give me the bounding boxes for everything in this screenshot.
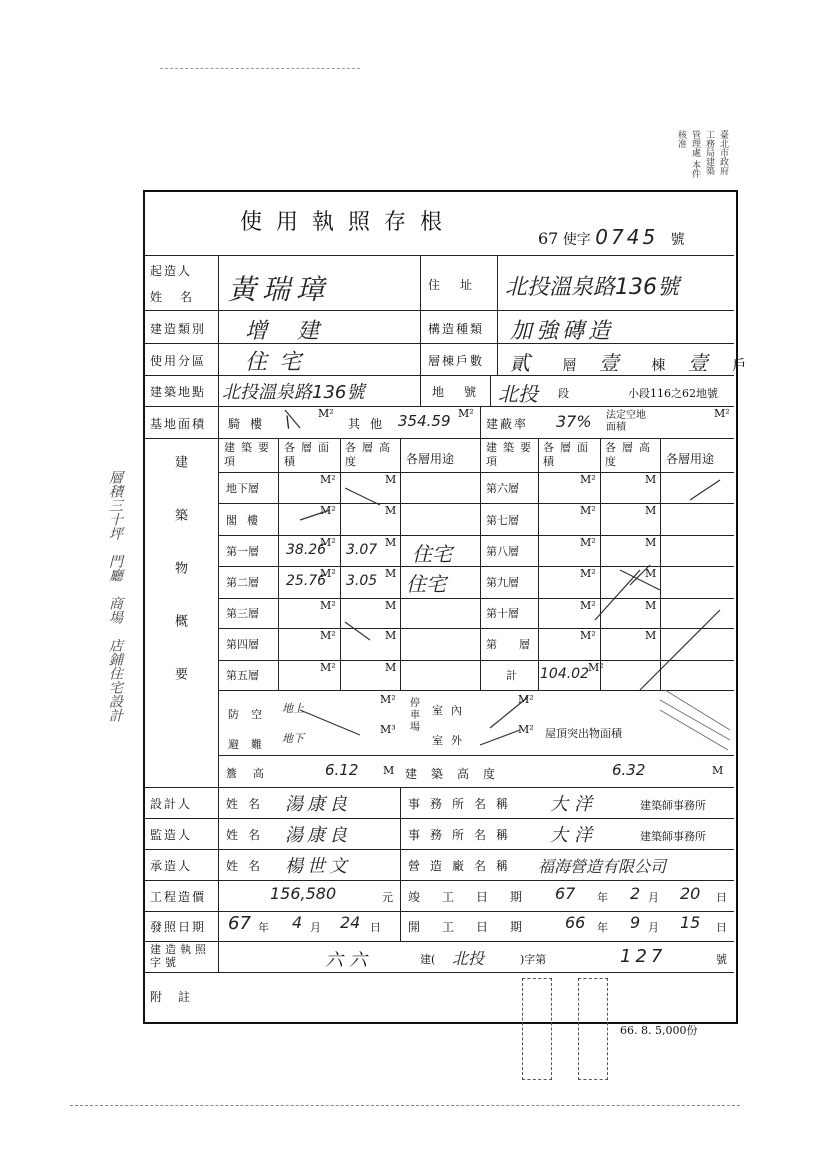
floor-height: 3.07 <box>346 542 378 558</box>
floor-total-label: 計 <box>506 669 517 682</box>
designer-name: 湯康良 <box>285 794 351 815</box>
issue-year: 67 <box>228 913 251 934</box>
completion-year: 67 <box>555 884 576 903</box>
designer-office: 大洋 <box>550 794 598 815</box>
supervisor-label: 監造人 <box>150 828 193 842</box>
floors-count: 貳 <box>510 351 530 375</box>
households-unit: 戶 <box>732 358 747 374</box>
official-seal-left <box>522 978 552 1080</box>
issue-month: 4 <box>292 913 303 932</box>
stamp-line-2: 本件核准 <box>676 130 700 178</box>
remarks-label: 附註 <box>150 990 207 1004</box>
other-unit: M² <box>458 407 474 420</box>
floor-name: 地下層 <box>226 482 259 495</box>
designer-office-suffix: 建築師事務所 <box>640 799 706 812</box>
coverage-label: 建蔽率 <box>486 417 529 431</box>
header-height-right: 各層高度 <box>605 441 656 468</box>
header-use-right: 各層用途 <box>666 452 715 466</box>
header-item-right: 建築要項 <box>486 441 537 468</box>
permit-suffix: 號 <box>716 953 727 966</box>
left-margin-notes: 層積三十坪 門廳 商場 店鋪住宅設計 <box>107 470 123 722</box>
usage-zone: 住宅 <box>245 350 314 375</box>
site-label: 建築地點 <box>150 385 207 399</box>
number: 0745 <box>595 225 659 249</box>
floors-unit: 層 <box>562 358 577 374</box>
official-seal-right <box>578 978 608 1080</box>
floor-name-right: 第七層 <box>486 514 519 527</box>
floor-total-area: 104.02 <box>540 666 589 682</box>
floor-use: 住宅 <box>406 572 446 596</box>
cost-value: 156,580 <box>270 884 337 903</box>
other-area: 354.59 <box>398 412 451 430</box>
floor-name-right: 第十層 <box>486 607 519 620</box>
header-item: 建築要項 <box>224 441 275 468</box>
floor-height: 3.05 <box>346 573 378 589</box>
floor-name: 第二層 <box>226 576 259 589</box>
indoor-label: 室內 <box>432 704 470 717</box>
site-lot: 小段116之62地號 <box>628 387 718 400</box>
suffix: 號 <box>670 232 685 248</box>
supervisor-name: 湯康良 <box>285 825 351 846</box>
contractor-label: 承造人 <box>150 859 193 873</box>
legal-open-label: 法定空地面積 <box>606 410 646 433</box>
building-height: 6.32 <box>612 761 646 779</box>
eave-height: 6.12 <box>325 761 359 779</box>
contractor-company: 福海營造有限公司 <box>538 857 667 876</box>
households-count: 壹 <box>687 351 708 375</box>
usage-label: 使用分區 <box>150 354 207 368</box>
buildings-unit: 棟 <box>651 358 666 374</box>
floor-name-right: 第六層 <box>486 482 519 495</box>
building-height-unit: M <box>712 764 724 777</box>
year: 67 <box>538 229 559 248</box>
floor-area: 38.26 <box>286 542 327 558</box>
form-title: 使用執照存根 <box>240 210 457 235</box>
eave-height-unit: M <box>383 764 395 777</box>
arcade-label: 騎樓 <box>228 417 273 431</box>
designer-label: 設計人 <box>150 797 193 811</box>
applicant-address: 北投溫泉路136號 <box>505 275 679 300</box>
completion-day: 20 <box>680 884 701 903</box>
applicant-name: 黃瑞璋 <box>228 273 331 306</box>
site-area-label: 基地面積 <box>150 417 207 431</box>
structure-label: 構造種類 <box>428 322 485 336</box>
building-summary-label: 建築物概要 <box>172 455 187 720</box>
parking-label: 停車場 <box>410 698 420 733</box>
designer-office-label: 事務所名稱 <box>408 797 519 811</box>
address-label: 住址 <box>428 278 493 292</box>
permit-mid2: )字第 <box>520 953 547 966</box>
shelter-label: 防空避難 <box>228 708 274 751</box>
outdoor-label: 室外 <box>432 734 470 747</box>
floor-name: 第四層 <box>226 638 259 651</box>
completion-label: 竣工日期 <box>408 890 545 904</box>
cost-unit: 元 <box>382 891 393 904</box>
contractor-name: 楊世文 <box>285 856 351 877</box>
designer-name-label: 姓名 <box>226 797 271 811</box>
structure-type: 加強磚造 <box>510 319 615 344</box>
floor-name-right: 第八層 <box>486 545 519 558</box>
stamp-line-1: 臺北市政府工務局建築管理處 <box>690 130 728 175</box>
arcade-value: \ <box>285 412 291 431</box>
contractor-name-label: 姓名 <box>226 859 271 873</box>
contractor-company-label: 營造廠名稱 <box>408 859 519 873</box>
floor-name: 第一層 <box>226 545 259 558</box>
floor-name: 第三層 <box>226 607 259 620</box>
coverage-value: 37% <box>556 412 592 431</box>
building-height-label: 建築高度 <box>405 767 510 781</box>
start-day: 15 <box>680 913 701 932</box>
shelter-above: 地上 <box>282 702 304 715</box>
supervisor-office: 大洋 <box>550 825 598 846</box>
floors-label: 層棟戶數 <box>428 354 485 368</box>
lot-label: 地號 <box>432 385 497 399</box>
supervisor-office-suffix: 建築師事務所 <box>640 830 706 843</box>
floor-name-right: 第 層 <box>486 638 530 651</box>
legal-unit: M² <box>714 407 730 420</box>
floor-name-right: 第九層 <box>486 576 519 589</box>
start-year: 66 <box>565 913 586 932</box>
building-type: 增建 <box>245 319 350 344</box>
print-info: 66. 8. 5,000份 <box>620 1024 698 1037</box>
buildings-count: 壹 <box>598 351 619 375</box>
site-district: 北投 <box>498 382 538 406</box>
issue-date-label: 發照日期 <box>150 920 207 934</box>
permit-label: 建造執照字號 <box>150 943 210 969</box>
site-address: 北投溫泉路136號 <box>222 382 365 403</box>
completion-month: 2 <box>630 884 641 903</box>
start-month: 9 <box>630 913 641 932</box>
floor-name: 閣樓 <box>226 514 268 527</box>
floor-name: 第五層 <box>226 669 259 682</box>
floor-area: 25.76 <box>286 573 327 589</box>
eave-height-label: 簷高 <box>226 767 280 780</box>
header-area-right: 各層面積 <box>543 441 594 468</box>
arcade-unit: M² <box>318 407 334 420</box>
floor-use: 住宅 <box>412 542 452 566</box>
supervisor-office-label: 事務所名稱 <box>408 828 519 842</box>
roof-label: 屋頂突出物面積 <box>545 727 622 740</box>
building-type-label: 建造類別 <box>150 322 207 336</box>
cost-label: 工程造價 <box>150 890 207 904</box>
applicant-label-2: 姓名 <box>150 290 211 304</box>
permit-mid1: 建( <box>420 953 436 966</box>
shelter-below: 地下 <box>282 732 304 745</box>
supervisor-name-label: 姓名 <box>226 828 271 842</box>
applicant-label-1: 起造人 <box>150 264 193 278</box>
start-date-label: 開工日期 <box>408 920 545 934</box>
header-use: 各層用途 <box>406 452 455 466</box>
permit-district: 北投 <box>452 949 485 968</box>
permit-number: 127 <box>620 946 667 967</box>
district-unit: 段 <box>558 387 569 400</box>
header-area: 各層面積 <box>284 441 335 468</box>
issue-day: 24 <box>340 913 361 932</box>
permit-prefix: 六六 <box>325 950 373 971</box>
prefix: 使字 <box>562 232 591 248</box>
other-label: 其他 <box>348 417 393 431</box>
header-height: 各層高度 <box>345 441 396 468</box>
